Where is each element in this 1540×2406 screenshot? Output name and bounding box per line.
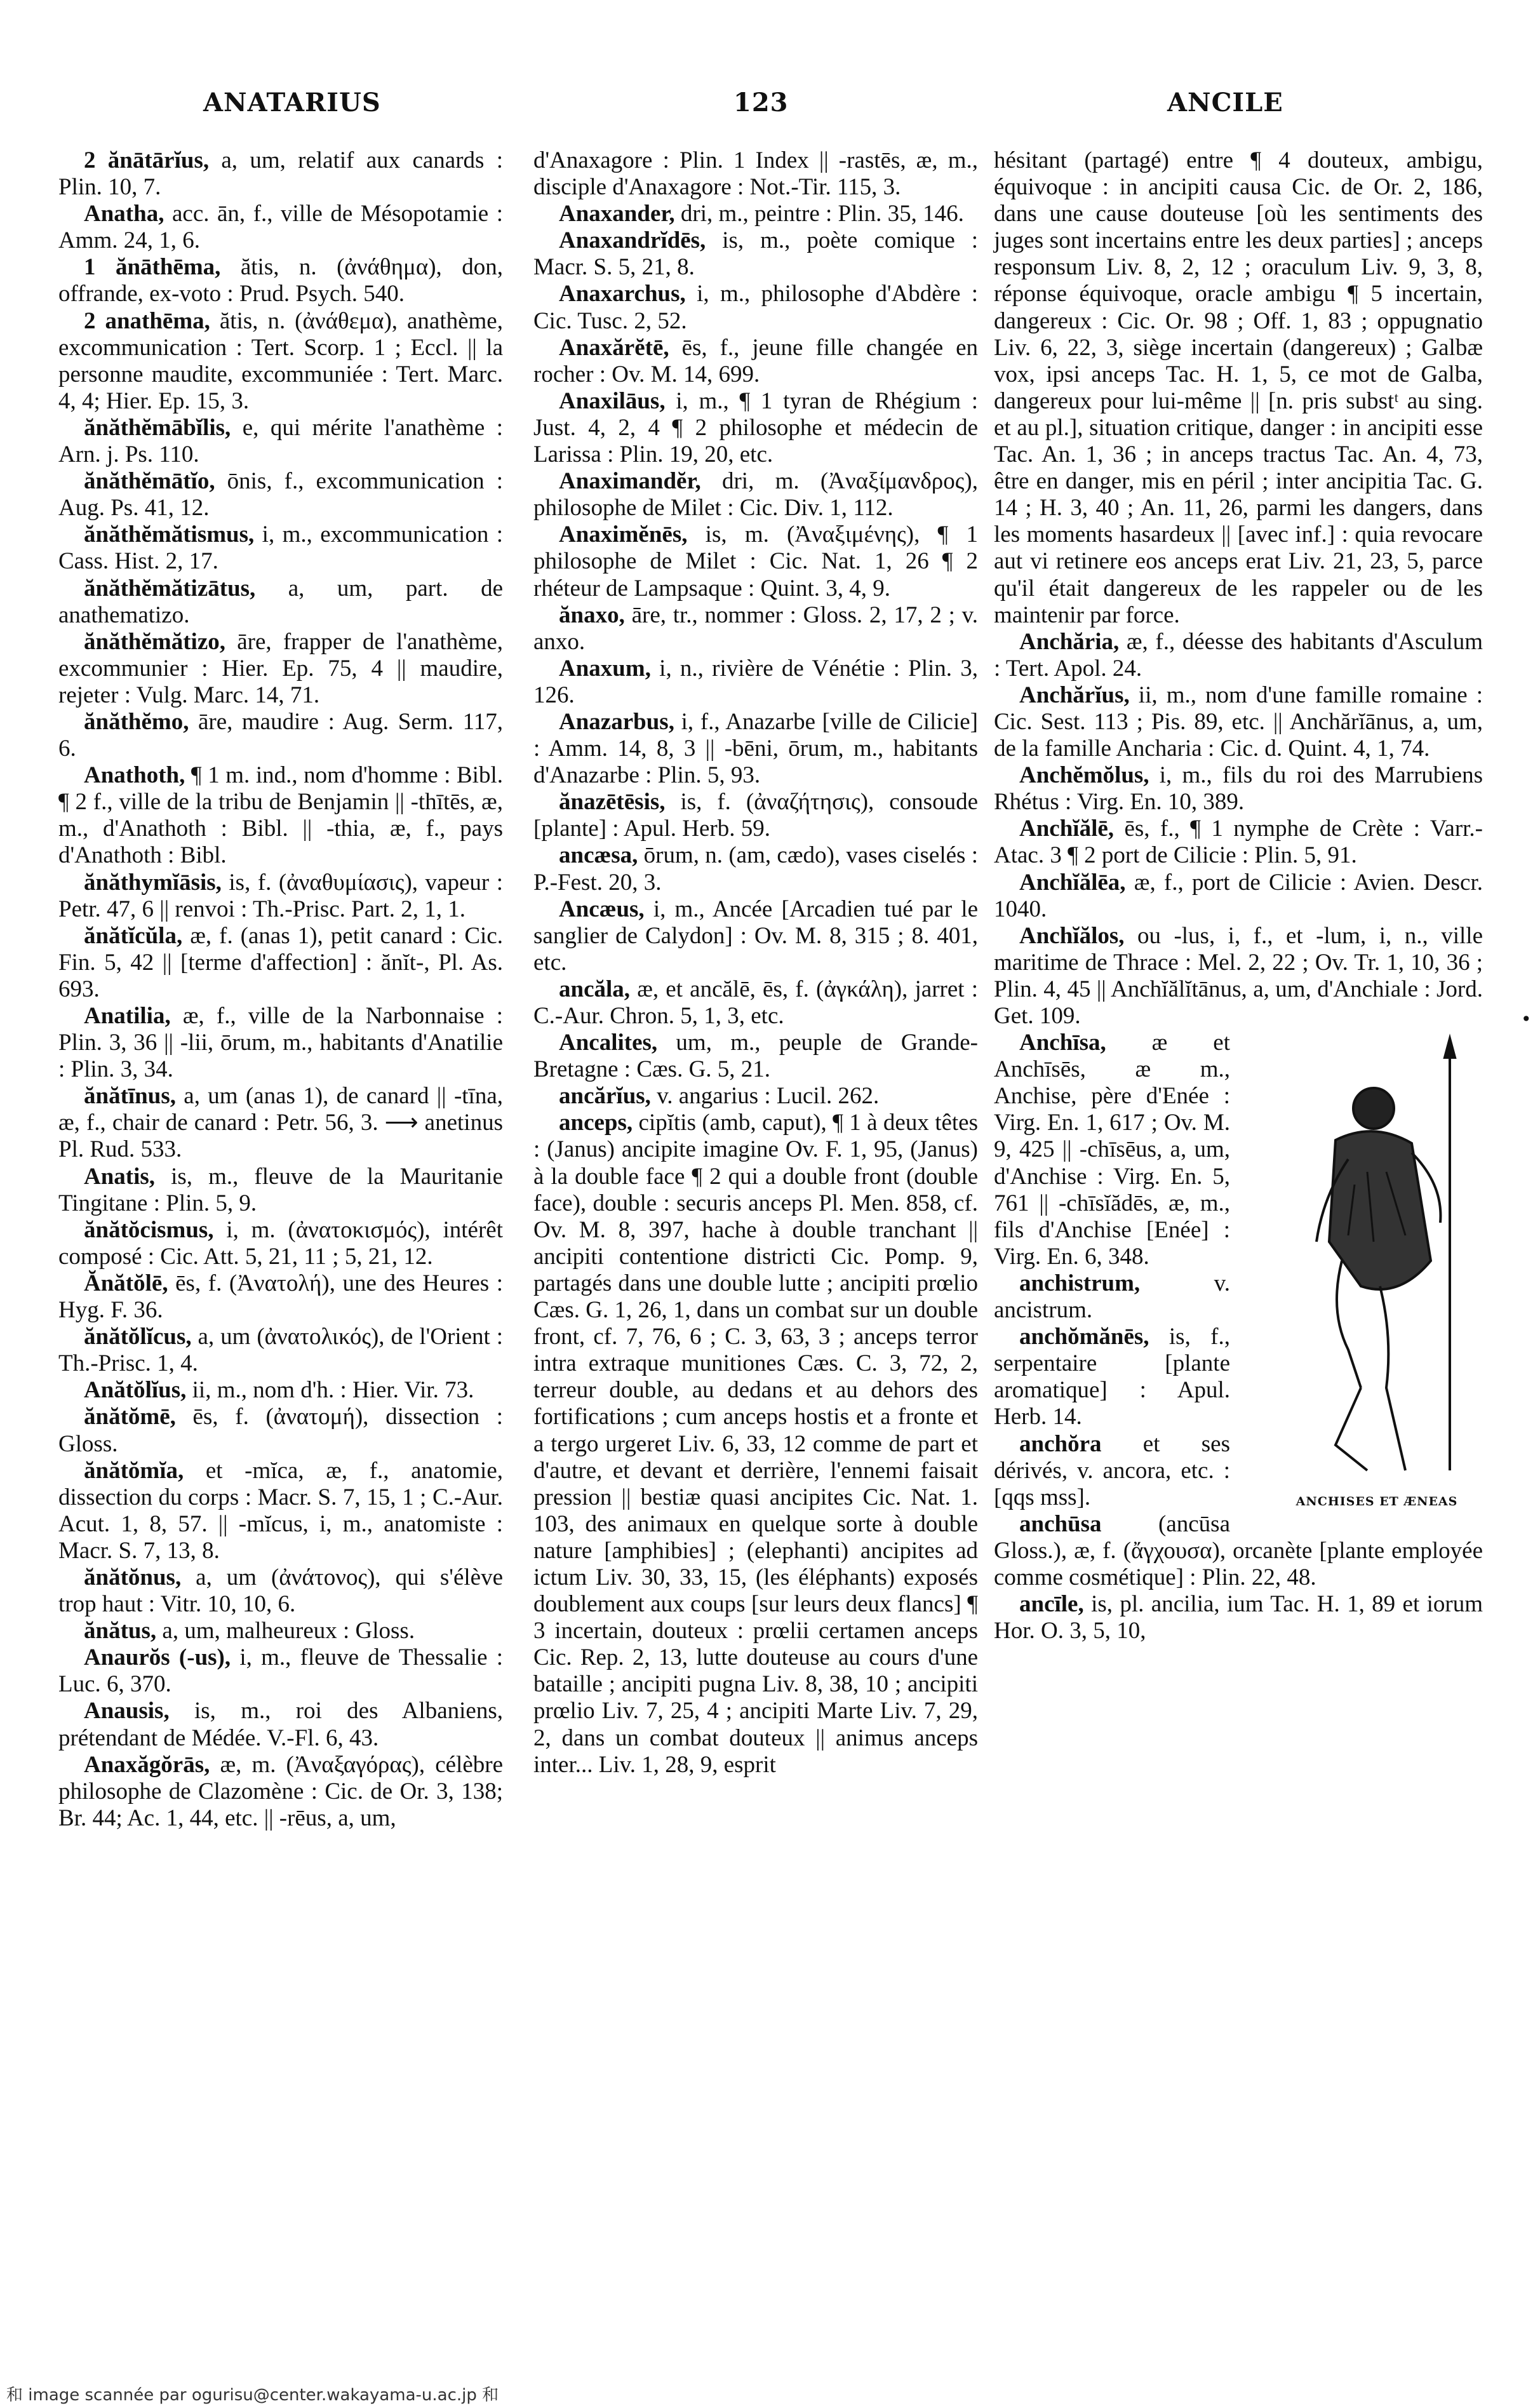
dictionary-entry (58, 1644, 503, 1698)
definition: æ, et ancălē, ēs, f. (ἀγκάλη), jarret : C.-Aur. Chron. 5, 1, 3, etc. (533, 976, 978, 1029)
dictionary-entry (58, 147, 503, 201)
dictionary-entry (58, 1698, 503, 1751)
anchises-illustration (1240, 1032, 1488, 1515)
dictionary-entry (994, 870, 1483, 923)
definition: a, um (ἀνατολικός), de l'Orient : Th.-Prisc. 1, 4. (58, 1324, 503, 1377)
headword: Anaximĕnēs, (559, 521, 688, 548)
definition: is, f., serpentaire [plante aromatique] : Apul. Herb. 14. (994, 1324, 1230, 1430)
definition: i, m., Ancée [Arcadien tué par le sanglier de Calydon] : Ov. M. 8, 315 ; 8. 401, etc. (533, 896, 978, 976)
headword: Anatis, (84, 1163, 156, 1190)
dictionary-entry (533, 655, 978, 709)
definition: i, m., fleuve de Thessalie : Luc. 6, 370. (58, 1644, 504, 1698)
headword: Ancæus, (559, 896, 645, 922)
definition: e, qui mérite l'anathème : Arn. j. Ps. 110. (58, 414, 503, 468)
dictionary-entry (994, 629, 1483, 682)
headword: Anausis, (84, 1698, 170, 1724)
definition: i, m., ¶ 1 tyran de Rhégium : Just. 4, 2, 4 ¶ 2 philosophe et médecin de Larissa : Plin. 19, 20, etc. (533, 387, 978, 468)
headword: ănăthĕmo, (84, 708, 189, 735)
headword: ancæsa, (559, 842, 638, 869)
dictionary-entry (58, 575, 503, 629)
definition: cipĭtis (amb, caput), ¶ 1 à deux têtes : (Janus) ancipite imagine Ov. F. 1, 95, (Janus) à la double face ¶ 2 qui a double front (double face), double : securis anceps Pl. Men. 858, cf. Ov. M. 8, 397, hache à double tranchant || ancipiti contentione districti Cic. Pomp. 9, partagés dans une double lutte ; ancipiti prœlio Cæs. G. 1, 26, 1, dans un combat sur un double front, cf. 7, 76, 6 ; C. 3, 63, 3 ; anceps terror intra extraque munitiones Cæs. C. 3, 72, 2, terreur double, au dedans et au dehors des fortifications ; cum anceps hostis et a fronte et a tergo urgeret Liv. 6, 33, 12 comme de part et d'autre, et devant et derrière, l'ennemi faisait pression || bestiæ quasi ancipites Cic. Nat. 1. 103, des animaux en quelque sorte à double nature [amphibies] ; (elephanti) ancipites ad ictum Liv. 30, 33, 15, (les éléphants) exposés doublement aux coups [sur leurs deux flancs] ¶ 3 incertain, douteux : prœlii certamen anceps Cic. Rep. 2, 13, lutte douteuse au cours d'une bataille ; ancipiti pugna Liv. 8, 38, 10 ; ancipiti prœlio Liv. 7, 25, 4 ; ancipiti Marte Liv. 7, 29, 2, dans un combat douteux || animus anceps inter... Liv. 1, 28, 9, esprit (533, 1110, 978, 1778)
dictionary-entry (58, 468, 503, 521)
headword: anchūsa (1019, 1510, 1102, 1537)
definition: i, n., rivière de Vénétie : Plin. 3, 126. (533, 655, 978, 708)
dictionary-entry (58, 1404, 503, 1457)
dictionary-entry (58, 254, 503, 307)
definition: i, m. (ἀνατοκισμός), intérêt composé : Cic. Att. 5, 21, 11 ; 5, 21, 12. (58, 1216, 503, 1270)
column-2 (533, 147, 978, 1778)
dictionary-entry (58, 1564, 503, 1618)
definition: āre, maudire : Aug. Serm. 117, 6. (58, 708, 503, 762)
headword: Anatha, (84, 201, 164, 227)
dictionary-entry (533, 842, 978, 896)
headword: ănătus, (84, 1618, 157, 1644)
definition: ii, m., nom d'h. : Hier. Vir. 73. (186, 1377, 474, 1404)
headword: ănaxo, (559, 602, 625, 628)
dictionary-entry (994, 147, 1483, 629)
dictionary-entry (533, 201, 978, 227)
definition: æ, f., port de Cilicie : Avien. Descr. 1040. (994, 869, 1483, 922)
dictionary-entry (533, 521, 978, 602)
headword: ancărĭus, (559, 1083, 651, 1110)
headword: Anaxarchus, (559, 281, 686, 307)
definition: a, um (anas 1), de canard || -tīna, æ, f., chair de canard : Petr. 56, 3. ⟶ anetinus Pl. Rud. 533. (58, 1083, 503, 1163)
headword: 2 ănātārĭus, (84, 147, 210, 173)
figure-caption: ANCHISES ET ÆNEAS (1296, 1495, 1458, 1509)
definition: ēs, f., ¶ 1 nymphe de Crète : Varr.-Atac. 3 ¶ 2 port de Cilicie : Plin. 5, 91. (994, 816, 1483, 869)
dictionary-entry (58, 201, 503, 254)
dictionary-entry (533, 709, 978, 789)
definition: æ, m. (Ἀναξαγόρας), célèbre philosophe de Clazomène : Cic. de Or. 3, 138; Br. 44; Ac. 1, 44, etc. || -rēus, a, um, (58, 1751, 503, 1831)
dictionary-entry (533, 602, 978, 655)
dictionary-entry (58, 415, 503, 468)
dictionary-entry (58, 308, 503, 415)
dictionary-entry (58, 1324, 503, 1377)
definition: is, m., poète comique : Macr. S. 5, 21, 8. (533, 227, 978, 281)
headword: anchŏra (1019, 1430, 1102, 1457)
definition: d'Anaxagore : Plin. 1 Index || -rastēs, æ, m., disciple d'Anaxagore : Not.-Tir. 115, 3. (533, 147, 978, 201)
definition: a, um, malheureux : Gloss. (156, 1618, 415, 1644)
headword: 1 ănāthēma, (84, 254, 221, 281)
definition: v. angarius : Lucil. 262. (650, 1083, 880, 1110)
dictionary-entry (533, 468, 978, 521)
definition: æ et Anchīsēs, æ m., Anchise, père d'Enée : Virg. En. 1, 617 ; Ov. M. 9, 425 || -chīsēus, a, um, d'Anchise : Virg. En. 5, 761 || -chīsĭădēs, æ, m., fils d'Anchise [Enée] : Virg. En. 6, 348. (994, 1030, 1230, 1270)
headword: ănătŏmĭa, (84, 1457, 184, 1484)
dictionary-entry (533, 227, 978, 281)
headword: ănăthĕmătismus, (84, 521, 255, 548)
dictionary-entry (58, 1164, 503, 1217)
headword: ănătŏcismus, (84, 1216, 214, 1243)
dictionary-entry (533, 896, 978, 976)
dictionary-entry (994, 923, 1483, 1030)
column-3 (994, 147, 1483, 1644)
definition: ¶ 1 m. ind., nom d'homme : Bibl. ¶ 2 f., ville de la tribu de Benjamin || -thītēs, æ, m., d'Anathoth : Bibl. || -thia, æ, f., pays d'Anathoth : Bibl. (58, 762, 503, 869)
definition: is, m. (Ἀναξιμένης), ¶ 1 philosophe de Milet : Cic. Nat. 1, 26 ¶ 2 rhéteur de Lampsaque : Quint. 3, 4, 9. (533, 521, 978, 602)
dictionary-entry (58, 1752, 503, 1832)
running-head-right: ANCILE (1167, 88, 1283, 118)
definition: i, f., Anazarbe [ville de Cilicie] : Amm. 14, 8, 3 || -bēni, ōrum, m., habitants d'Anazarbe : Plin. 5, 93. (533, 708, 978, 789)
definition: um, m., peuple de Grande-Bretagne : Cæs. G. 5, 21. (533, 1030, 978, 1083)
dictionary-entry (58, 1083, 503, 1163)
dictionary-entry (58, 1458, 503, 1564)
headword: ancīle, (1019, 1591, 1084, 1618)
dictionary-entry (58, 1217, 503, 1270)
headword: Anchĭălē, (1019, 816, 1115, 842)
definition: æ, f., ville de la Narbonnaise : Plin. 3, 36 || -lii, ōrum, m., habitants d'Anatilie : Plin. 3, 34. (58, 1003, 503, 1083)
definition: et ses dérivés, v. ancora, etc. : [qqs mss]. (994, 1430, 1230, 1510)
scan-credit-footer: 和 image scannée par ogurisu@center.wakayama-u.ac.jp 和 (6, 2386, 499, 2405)
headword: ănătĭcŭla, (84, 922, 183, 949)
definition: a, um, relatif aux canards : Plin. 10, 7. (58, 147, 504, 201)
dictionary-entry (533, 147, 978, 201)
dictionary-entry (533, 1110, 978, 1778)
running-head-left: ANATARIUS (203, 88, 381, 118)
definition: v. ancistrum. (994, 1270, 1230, 1324)
headword: anchŏmănēs, (1019, 1324, 1149, 1350)
headword: ănăthĕmătizo, (84, 628, 225, 655)
dictionary-entry (58, 923, 503, 1003)
definition: dri, m. (Ἀναξίμανδρος), philosophe de Milet : Cic. Div. 1, 112. (533, 468, 978, 521)
headword: anchistrum, (1019, 1270, 1141, 1296)
headword: Anchărĭus, (1019, 682, 1130, 708)
headword: ănătīnus, (84, 1083, 176, 1110)
column-1 (58, 147, 503, 1832)
definition: ēs, f., jeune fille changée en rocher : Ov. M. 14, 699. (533, 334, 978, 387)
definition: i, m., fils du roi des Marrubiens Rhétus : Virg. En. 10, 389. (994, 762, 1483, 816)
headword: ănătŏmē, (84, 1404, 176, 1430)
dictionary-entry (58, 1270, 503, 1324)
headword: Anathoth, (84, 762, 185, 789)
headword: ănăthĕmātĭo, (84, 468, 215, 495)
dictionary-entry (533, 1030, 978, 1083)
definition: a, um, part. de anathematizo. (58, 575, 503, 628)
definition: ou -lus, i, f., et -lum, i, n., ville maritime de Thrace : Mel. 2, 22 ; Ov. Tr. 1, 10, 36 ; Plin. 4, 45 || Anchĭălĭtānus, a, um, d'Anchiale : Jord. Get. 109. (994, 922, 1483, 1029)
headword: Anchĕmŏlus, (1019, 762, 1149, 789)
headword: Anchĭălēa, (1019, 869, 1126, 896)
definition: āre, frapper de l'anathème, excommunier : Hier. Ep. 75, 4 || maudire, rejeter : Vulg. Marc. 14, 71. (58, 628, 503, 708)
dictionary-entry (994, 682, 1483, 762)
dictionary-entry (58, 521, 503, 575)
definition: ătis, n. (ἀνάθημα), don, offrande, ex-voto : Prud. Psych. 540. (58, 254, 503, 307)
dictionary-entry (58, 709, 503, 762)
headword: Anătŏlĭus, (84, 1377, 187, 1404)
dictionary-entry (994, 762, 1483, 816)
headword: ănăthĕmābĭlis, (84, 414, 231, 441)
headword: ănătŏlĭcus, (84, 1324, 192, 1350)
definition: (ancūsa Gloss.), æ, f. (ἄγχουσα), orcanète [plante employée comme cosmétique] : Plin. 22, 48. (994, 1510, 1483, 1590)
headword: anceps, (559, 1110, 633, 1136)
definition: is, pl. ancilia, ium Tac. H. 1, 89 et iorum Hor. O. 3, 5, 10, (994, 1591, 1483, 1644)
headword: Anaxilāus, (559, 387, 666, 414)
dictionary-entry (533, 388, 978, 468)
headword: Anaxum, (559, 655, 651, 682)
definition: is, f. (ἀναθυμίασις), vapeur : Petr. 47, 6 || renvoi : Th.-Prisc. Part. 2, 1, 1. (58, 869, 503, 922)
dictionary-entry (58, 1618, 503, 1644)
dictionary-entry (58, 762, 503, 869)
headword: ănăthymĭāsis, (84, 869, 222, 896)
definition: is, m., roi des Albaniens, prétendant de Médée. V.-Fl. 6, 43. (58, 1698, 503, 1751)
definition: acc. ān, f., ville de Mésopotamie : Amm. 24, 1, 6. (58, 201, 503, 254)
definition: is, f. (ἀναζήτησις), consoude [plante] : Apul. Herb. 59. (533, 789, 978, 842)
dictionary-entry (58, 1003, 503, 1083)
dictionary-entry (994, 816, 1483, 869)
dictionary-entry (533, 335, 978, 388)
definition: dri, m., peintre : Plin. 35, 146. (674, 201, 964, 227)
headword: Anaxărĕtē, (559, 334, 669, 361)
definition: is, m., fleuve de la Mauritanie Tingitane : Plin. 5, 9. (58, 1163, 503, 1216)
headword: Anazarbus, (559, 708, 674, 735)
definition: a, um (ἀνάτονος), qui s'élève trop haut : Vitr. 10, 10, 6. (58, 1564, 503, 1618)
headword: Ancalites, (559, 1030, 658, 1056)
headword: Anaurŏs (-us), (84, 1644, 231, 1671)
dictionary-entry (994, 1511, 1483, 1591)
page-number: 123 (733, 88, 789, 118)
headword: ănăthĕmătizātus, (84, 575, 256, 602)
headword: Anchăria, (1019, 628, 1120, 655)
definition: hésitant (partagé) entre ¶ 4 douteux, ambigu, équivoque : in ancipiti causa Cic. de Or. 2, 186, dans une cause douteuse [où les sentiments des juges sont incertains entre les deux parties] ; anceps responsum Liv. 8, 2, 12 ; oraculum Liv. 9, 3, 8, réponse équivoque, oracle ambigu ¶ 5 incertain, dangereux : Cic. Or. 98 ; Off. 1, 83 ; oppugnatio Liv. 6, 22, 3, siège incertain (dangereux) ; Galbæ vox, ipsi anceps Tac. H. 1, 5, ce mot de Galba, dangereux pour lui-même || [n. pris substᵗ au sing. et au pl.], situation critique, danger : in ancipiti esse Tac. An. 1, 36 ; in anceps tractus Tac. An. 4, 73, être en danger, mis en péril ; inter ancipitia Tac. G. 14 ; H. 3, 40 ; An. 11, 26, parmi les dangers, dans les moments hasardeux || [avec inf.] : quia revocare aut vi retinere eos anceps erat Liv. 21, 23, 5, parce qu'il était dangereux de les rappeler ou de les maintenir par force. (994, 147, 1483, 628)
dictionary-entry (533, 976, 978, 1030)
headword: 2 anathēma, (84, 307, 210, 334)
headword: ănazētēsis, (559, 789, 666, 816)
dictionary-entry (533, 789, 978, 842)
definition: æ, f. (anas 1), petit canard : Cic. Fin. 5, 42 || [terme d'affection] : ănĭt-, Pl. As. 693. (58, 922, 503, 1002)
dictionary-entry (533, 1083, 978, 1110)
headword: Anaxander, (559, 201, 675, 227)
headword: Anaxandrĭdēs, (559, 227, 706, 254)
headword: Anaxăgŏrās, (84, 1751, 210, 1778)
definition: āre, tr., nommer : Gloss. 2, 17, 2 ; v. anxo. (533, 602, 978, 655)
definition: ēs, f. (Ἀνατολή), une des Heures : Hyg. F. 36. (58, 1270, 503, 1324)
definition: et -mĭca, æ, f., anatomie, dissection du corps : Macr. S. 7, 15, 1 ; C.-Aur. Acut. 1, 8, 57. || -mĭcus, i, m., anatomiste : Macr. S. 7, 13, 8. (58, 1457, 503, 1564)
definition: i, m., excommunication : Cass. Hist. 2, 17. (58, 521, 503, 575)
dictionary-entry (994, 1591, 1483, 1644)
headword: Anchīsa, (1019, 1030, 1106, 1056)
dictionary-entry (58, 1377, 503, 1404)
headword: ancăla, (559, 976, 631, 1002)
dictionary-entry (533, 281, 978, 334)
headword: Anatilia, (84, 1003, 171, 1029)
definition: i, m., philosophe d'Abdère : Cic. Tusc. 2, 52. (533, 281, 978, 334)
dictionary-entry (58, 870, 503, 923)
definition: ătis, n. (ἀνάθεμα), anathème, excommunication : Tert. Scorp. 1 ; Eccl. || la personne maudite, excommuniée : Tert. Marc. 4, 4; Hier. Ep. 15, 3. (58, 307, 503, 414)
headword: Anchĭălos, (1019, 922, 1125, 949)
headword: ănătŏnus, (84, 1564, 182, 1590)
definition: æ, f., déesse des habitants d'Asculum : Tert. Apol. 24. (994, 628, 1483, 682)
margin-dot: • (1521, 1009, 1532, 1030)
headword: Ănătŏlē, (84, 1270, 168, 1296)
dictionary-entry (58, 629, 503, 709)
definition: ōrum, n. (am, cædo), vases ciselés : P.-Fest. 20, 3. (533, 842, 978, 896)
anchises-aeneas-figure (1240, 1032, 1488, 1489)
definition: ii, m., nom d'une famille romaine : Cic. Sest. 113 ; Pis. 89, etc. || Anchărĭānus, a, um, de la famille Ancharia : Cic. d. Quint. 4, 1, 74. (994, 682, 1483, 762)
headword: Anaximandĕr, (559, 468, 701, 495)
definition: ōnis, f., excommunication : Aug. Ps. 41, 12. (58, 468, 503, 521)
definition: ēs, f. (ἀνατομή), dissection : Gloss. (58, 1404, 503, 1457)
